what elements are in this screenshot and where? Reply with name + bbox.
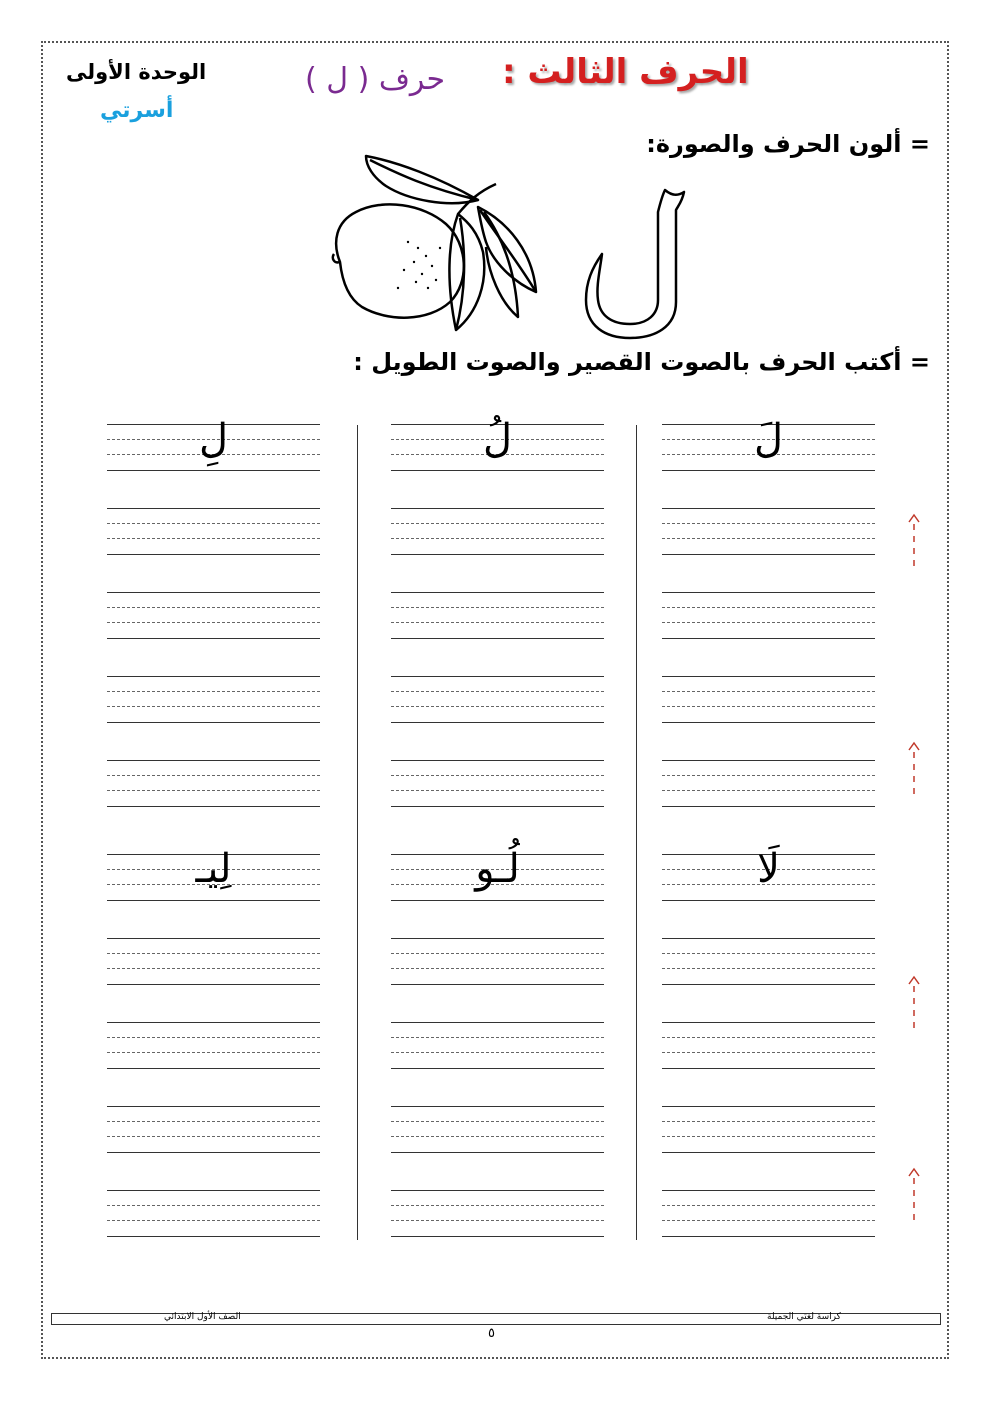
writing-line — [662, 900, 875, 901]
writing-line — [662, 722, 875, 723]
writing-line — [107, 984, 320, 985]
writing-line — [107, 706, 320, 707]
writing-line — [662, 1121, 875, 1122]
writing-line — [107, 538, 320, 539]
writing-line — [662, 592, 875, 593]
writing-line — [662, 1106, 875, 1107]
writing-line — [391, 1106, 604, 1107]
writing-line — [107, 1205, 320, 1206]
writing-line — [391, 1136, 604, 1137]
writing-line — [391, 676, 604, 677]
writing-line — [391, 1236, 604, 1237]
writing-line — [391, 592, 604, 593]
writing-line — [391, 938, 604, 939]
writing-line — [107, 508, 320, 509]
writing-line — [391, 1037, 604, 1038]
topic-label: أسرتي — [100, 98, 174, 123]
writing-line — [107, 638, 320, 639]
writing-line — [662, 775, 875, 776]
writing-line — [391, 968, 604, 969]
writing-line — [662, 1236, 875, 1237]
writing-line — [107, 1106, 320, 1107]
writing-line — [662, 1068, 875, 1069]
writing-line — [662, 1052, 875, 1053]
writing-line — [391, 760, 604, 761]
writing-line — [391, 1121, 604, 1122]
writing-line — [391, 900, 604, 901]
writing-line — [107, 1052, 320, 1053]
writing-line — [662, 676, 875, 677]
writing-line — [662, 523, 875, 524]
writing-line — [107, 523, 320, 524]
model-letter-long: لَا — [757, 846, 780, 892]
writing-line — [107, 607, 320, 608]
writing-line — [107, 622, 320, 623]
writing-line — [107, 722, 320, 723]
writing-line — [662, 508, 875, 509]
writing-line — [662, 622, 875, 623]
writing-line — [391, 953, 604, 954]
page-title: الحرف الثالث : — [502, 52, 749, 92]
writing-line — [662, 470, 875, 471]
writing-line — [391, 691, 604, 692]
writing-line — [107, 554, 320, 555]
writing-line — [662, 638, 875, 639]
writing-line — [391, 508, 604, 509]
footer-book: كراسة لغتي الجميلة — [767, 1312, 841, 1322]
footer-bar — [51, 1313, 941, 1325]
footer-grade: الصف الأول الابتدائي — [164, 1312, 241, 1322]
writing-line — [391, 538, 604, 539]
writing-line — [662, 984, 875, 985]
writing-line — [107, 938, 320, 939]
writing-line — [107, 676, 320, 677]
writing-line — [391, 1052, 604, 1053]
model-letter-long: لِيـ — [195, 846, 232, 892]
writing-line — [662, 706, 875, 707]
writing-line — [107, 592, 320, 593]
lemon-illustration — [328, 152, 548, 340]
writing-line — [391, 622, 604, 623]
writing-line — [107, 1022, 320, 1023]
writing-line — [107, 1152, 320, 1153]
instruction-write: = أكتب الحرف بالصوت القصير والصوت الطويل : — [353, 348, 930, 376]
writing-line — [107, 1236, 320, 1237]
writing-line — [662, 1220, 875, 1221]
model-letter-short: لُ — [482, 416, 513, 462]
writing-line — [391, 1220, 604, 1221]
writing-line — [662, 691, 875, 692]
writing-line — [107, 760, 320, 761]
writing-line — [662, 760, 875, 761]
writing-line — [662, 538, 875, 539]
writing-line — [107, 1220, 320, 1221]
column-divider — [636, 425, 637, 1240]
unit-label: الوحدة الأولى — [66, 60, 207, 84]
writing-line — [391, 706, 604, 707]
big-letter-outline — [580, 182, 695, 342]
model-letter-short: لِ — [198, 416, 229, 462]
writing-line — [391, 722, 604, 723]
writing-line — [107, 806, 320, 807]
writing-direction-arrows — [904, 510, 926, 1230]
writing-line — [662, 1022, 875, 1023]
writing-line — [391, 554, 604, 555]
writing-line — [107, 1136, 320, 1137]
writing-line — [107, 775, 320, 776]
writing-line — [662, 1190, 875, 1191]
writing-line — [107, 900, 320, 901]
writing-line — [107, 968, 320, 969]
writing-line — [391, 806, 604, 807]
writing-line — [391, 1152, 604, 1153]
page-number: ٥ — [488, 1326, 495, 1341]
writing-line — [662, 554, 875, 555]
writing-line — [662, 1136, 875, 1137]
writing-line — [662, 968, 875, 969]
instruction-color: = ألون الحرف والصورة: — [646, 130, 930, 158]
writing-line — [391, 607, 604, 608]
writing-line — [107, 1068, 320, 1069]
writing-line — [107, 691, 320, 692]
writing-line — [391, 1022, 604, 1023]
writing-line — [662, 953, 875, 954]
writing-line — [107, 1037, 320, 1038]
writing-line — [391, 1205, 604, 1206]
writing-line — [391, 638, 604, 639]
writing-line — [107, 790, 320, 791]
model-letter-long: لُـو — [475, 846, 520, 892]
writing-line — [662, 607, 875, 608]
writing-line — [662, 1037, 875, 1038]
writing-line — [391, 1190, 604, 1191]
writing-line — [662, 806, 875, 807]
writing-line — [391, 775, 604, 776]
writing-line — [107, 953, 320, 954]
writing-line — [662, 790, 875, 791]
writing-line — [391, 1068, 604, 1069]
writing-line — [391, 470, 604, 471]
writing-line — [391, 984, 604, 985]
model-letter-short: لَ — [753, 416, 784, 462]
letter-label: حرف ( ل ) — [305, 62, 446, 97]
writing-line — [107, 1190, 320, 1191]
writing-line — [662, 938, 875, 939]
writing-line — [107, 470, 320, 471]
writing-line — [662, 1205, 875, 1206]
writing-line — [662, 1152, 875, 1153]
writing-line — [107, 1121, 320, 1122]
writing-line — [391, 790, 604, 791]
column-divider — [357, 425, 358, 1240]
writing-line — [391, 523, 604, 524]
